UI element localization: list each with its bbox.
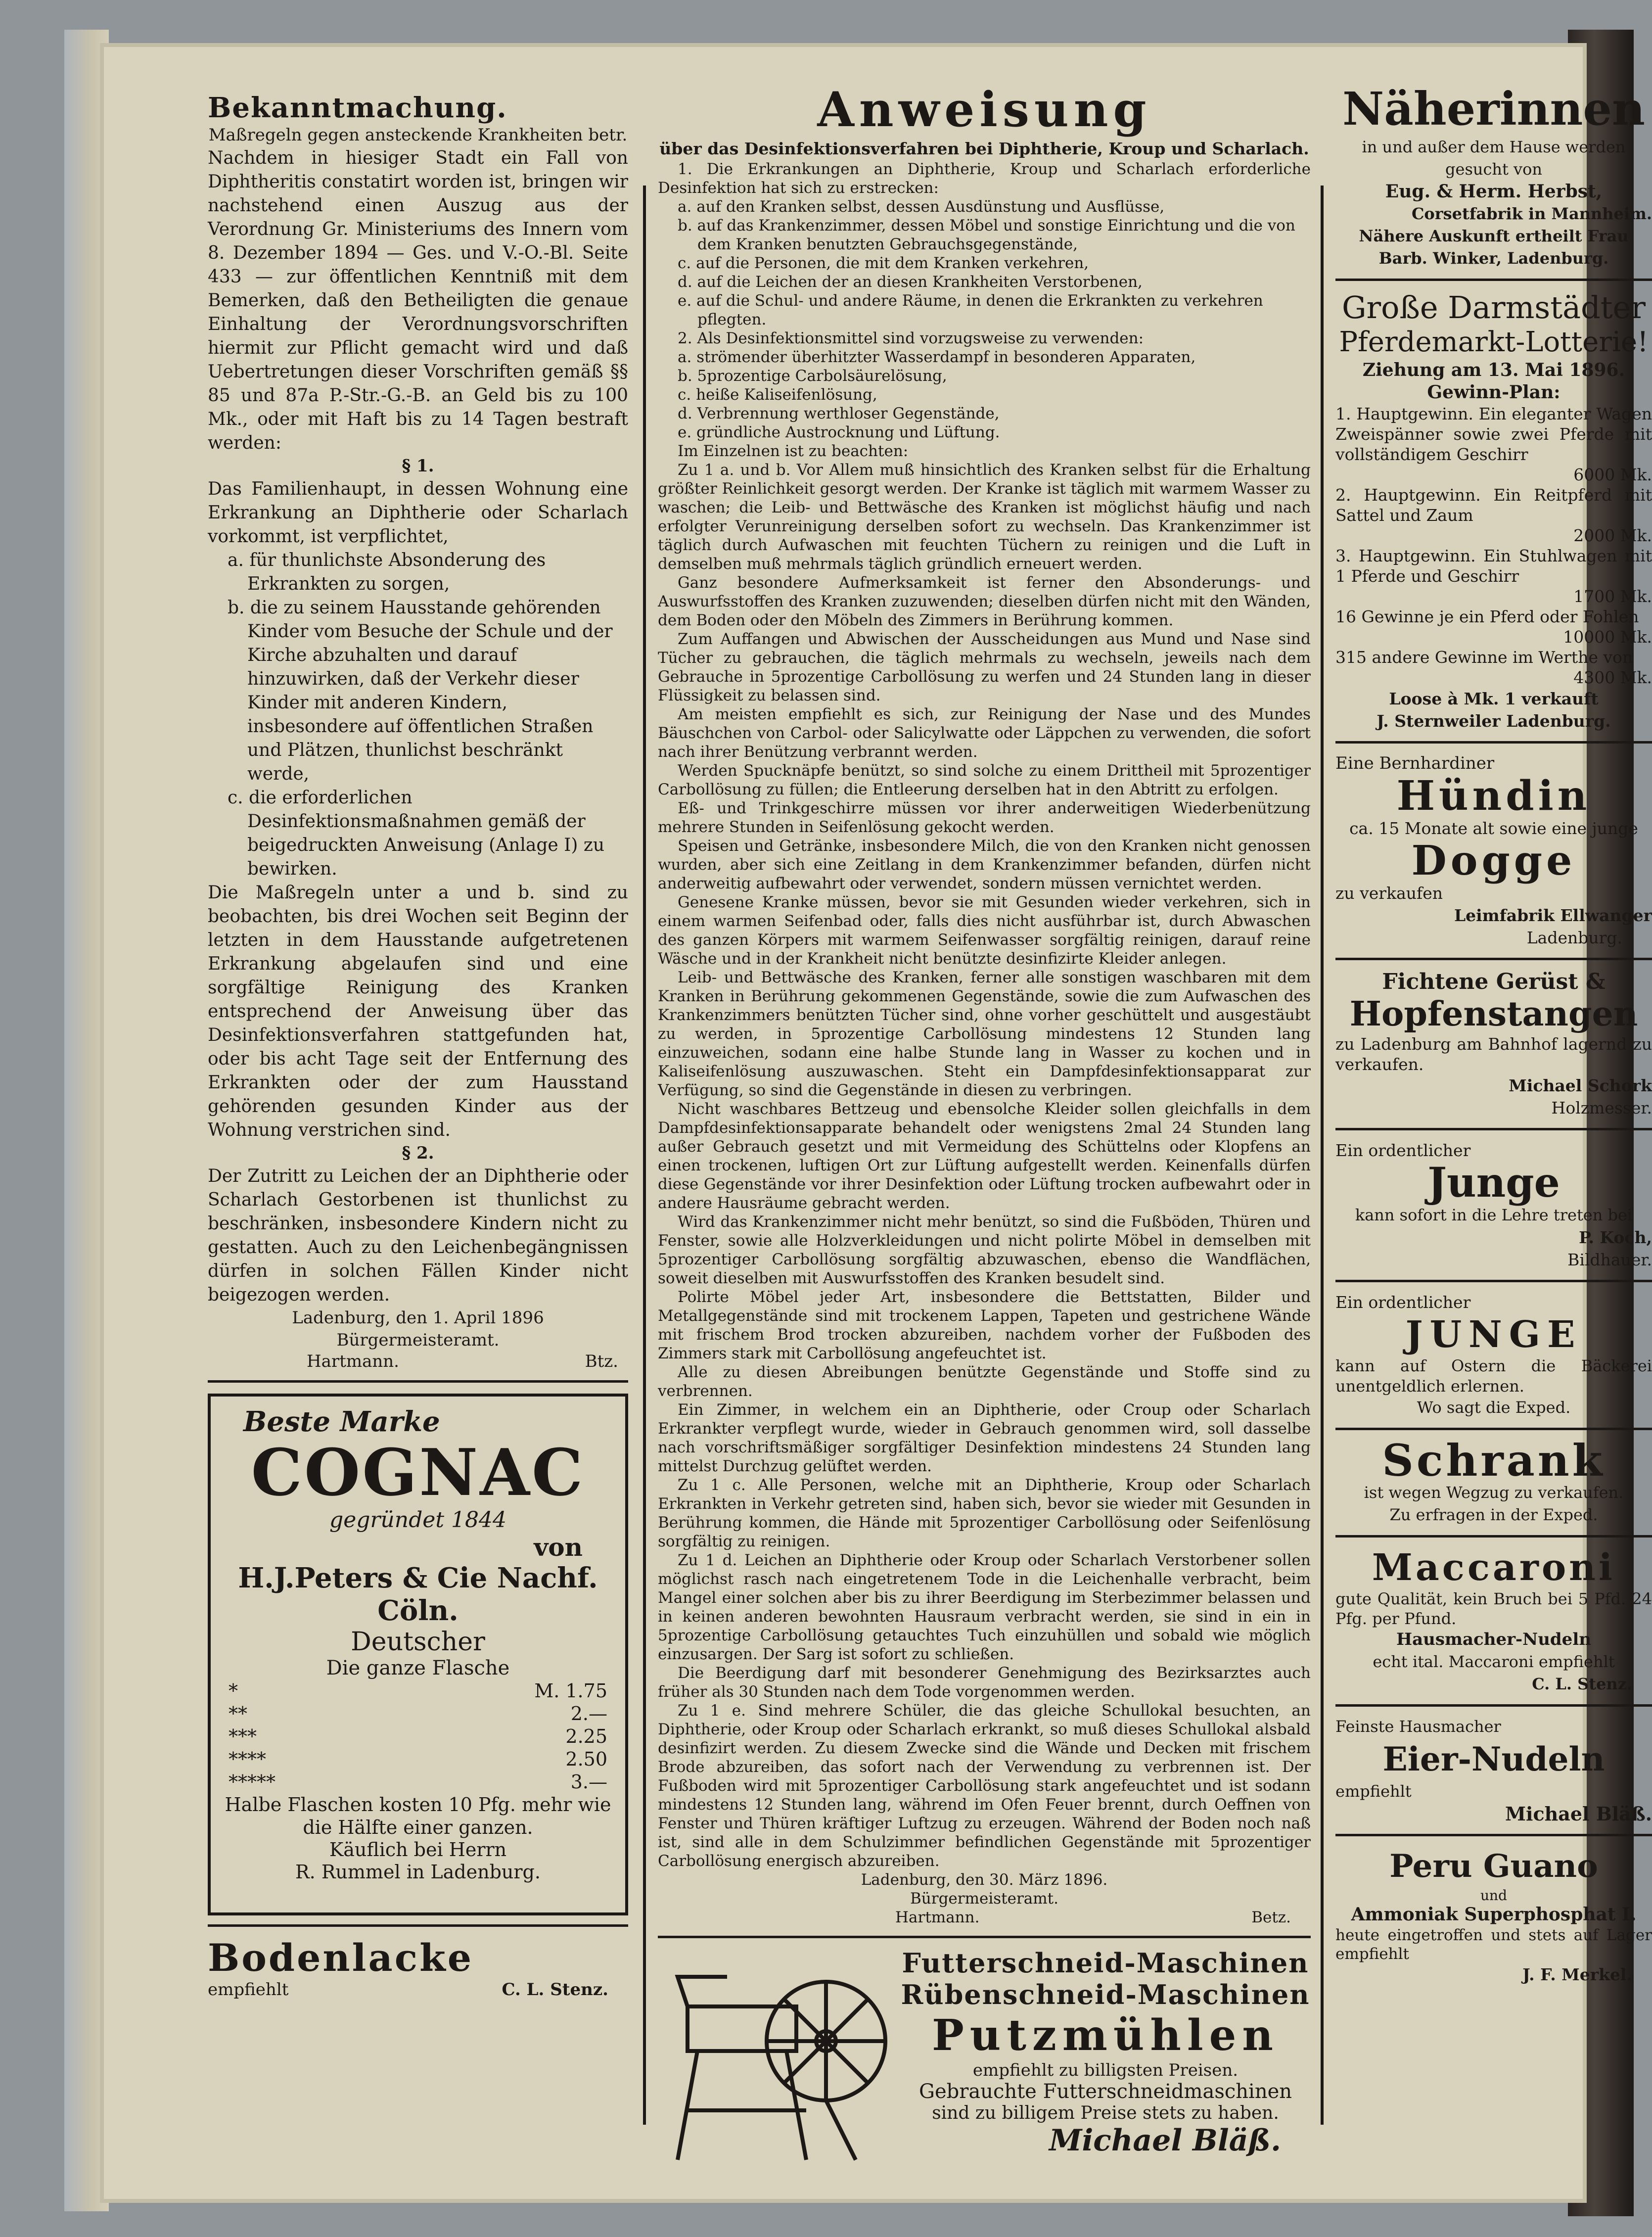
junge1-intro: Ein ordentlicher (1335, 1141, 1471, 1160)
left-column (208, 92, 628, 2000)
guano-und: und (1480, 1887, 1507, 1904)
notice-office: Bürgermeisteramt. (336, 1330, 500, 1350)
schrank-text: ist wegen Wegzug zu verkaufen. (1364, 1483, 1624, 1502)
lotterie-lose: Loose à Mk. 1 verkauft (1389, 689, 1599, 708)
lotterie-prize3: 3. Hauptgewinn. Ein Stuhlwagen mit 1 Pferde und Geschirr (1335, 546, 1652, 586)
huendin-title2: Dogge (1411, 837, 1576, 885)
section-1: § 1. (402, 456, 434, 476)
instruction-p6: Zum Auffangen und Abwischen der Ausscheidungen aus Mund und Nase sind Tücher zu gebrauchen, die täglich mehrmals zu wechseln, jeweils nach dem Gebrauche in 5prozentige Carbollösung zu werfen und 24 Stunden lang in dieser Flüssigkeit zu belassen sind. (658, 630, 1311, 704)
instruction-p14: Wird das Krankenzimmer nicht mehr benützt, so sind die Fußböden, Thüren und Fenster, sowie alle Holzverkleidungen und nicht polirte Möbel in demselben mit 5prozentiger Carbollösung sorgfältig abzuwaschen, ebenso die Wandflächen, soweit dieselben mit Auswurfsstoffen des Kranken besudelt sind. (658, 1213, 1311, 1287)
price-stars: ** (229, 1703, 247, 1724)
instruction-date: Ladenburg, den 30. März 1896. (861, 1871, 1108, 1889)
price-amount: 2.— (570, 1703, 607, 1724)
list2-item: b. 5prozentige Carbolsäurelösung, (678, 367, 947, 385)
price-amount: M. 1.75 (534, 1680, 607, 1702)
lotterie-title2: Pferdemarkt-Lotterie! (1339, 326, 1649, 358)
cognac-ad (208, 1394, 628, 1915)
list1-item: c. auf die Personen, die mit dem Kranken verkehren, (678, 254, 1089, 272)
instruction-p3: Im Einzelnen ist zu beachten: (678, 442, 909, 460)
machines-seller: Michael Bläß. (1049, 2123, 1281, 2158)
cognac-seller1: Käuflich bei Herrn (329, 1839, 507, 1861)
lotterie-seller: J. Sternweiler Ladenburg. (1377, 711, 1611, 731)
junge2-where: Wo sagt die Exped. (1417, 1398, 1571, 1417)
machines-used2: sind zu billigem Preise stets zu haben. (932, 2103, 1279, 2123)
lotterie-draw: Ziehung am 13. Mai 1896. (1362, 360, 1625, 380)
holz-role: Holzmesser. (1551, 1098, 1652, 1118)
instruction-office: Bürgermeisteramt. (910, 1890, 1058, 1908)
bodenlacke-seller: C. L. Stenz. (502, 1980, 608, 2000)
maccaroni-text: gute Qualität, kein Bruch bei 5 Pfd. 24 Pfg. per Pfund. (1335, 1589, 1652, 1628)
instruction-p12: Leib- und Bettwäsche des Kranken, ferner alle sonstigen waschbaren mit dem Kranken in Berührung gekommenen Gegenstände, sowie die zum Aufwaschen des Krankenzimmers benützten Tücher sind, ohne vorher geschüttelt und ausgestäubt zu werden, in 5prozentige Carbollösung mindestens 12 Stunden lang einzuweichen, sodann eine halbe Stunde lang in Wasser zu kochen und in Kaliseifenlösung auszuwaschen. Steht ein Dampfdesinfektionsapparat zur Verfügung, so sind die Gegenstände in diesen zu verbringen. (658, 969, 1311, 1099)
lotterie-plan: Gewinn-Plan: (1427, 382, 1560, 403)
divider (1335, 279, 1652, 281)
lotterie-prize5-value: 4300 Mk. (1573, 668, 1652, 687)
instruction-p11: Genesene Kranke müssen, bevor sie mit Gesunden wieder verkehren, sich in einem warmen Seifenbad oder, falls dies nicht ausführbar ist, durch Abwaschen des ganzen Körpers mit warmem Seifenwasser sorgfältig reinigen, darauf reine Wäsche und in der Krankheit nicht benützte desinfizirte Kleider anlegen. (658, 893, 1311, 968)
huendin-intro: Eine Bernhardiner (1335, 753, 1495, 773)
lotterie-prize3-value: 1700 Mk. (1573, 587, 1652, 606)
instruction-p8: Werden Spucknäpfe benützt, so sind solche zu einem Drittheil mit 5prozentiger Carbollösung zu füllen; die Entleerung derselben hat in den Abtritt zu erfolgen. (658, 762, 1311, 798)
list2-item: e. gründliche Austrocknung und Lüftung. (678, 423, 1000, 441)
guano-title: Peru Guano (1389, 1848, 1598, 1885)
holz-text: zu Ladenburg am Bahnhof lagernd zu verkaufen. (1335, 1034, 1652, 1074)
holz-seller: Michael Schork (1509, 1076, 1652, 1095)
instruction-p15: Polirte Möbel jeder Art, insbesondere die Bettstatten, Bilder und Metallgegenstände sind mit trockenem Lappen, Tapeten und gestrichene Wände mit frischem Brod trocken abzureiben, nachdem vorher der Fußboden des Zimmers stark mit Carbollösung angefeuchtet ist. (658, 1288, 1311, 1362)
cognac-founded: gegründet 1844 (329, 1507, 506, 1533)
lotterie-prize1: 1. Hauptgewinn. Ein eleganter Wagen Zweispänner sowie zwei Pferde mit vollständigem Geschirr (1335, 404, 1652, 464)
notice-para2: Die Maßregeln unter a und b. sind zu beobachten, bis drei Wochen seit Beginn der letzten in dem Hausstande aufgetretenen Erkrankung abgelaufen sind und eine sorgfältige Reinigung des Kranken entsprechend der Anweisung über das Desinfektionsverfahren stattgefunden hat, oder bis acht Tage seit der Entfernung des Erkrankten oder der zum Hausstand gehörenden gesunden Kinder aus der Wohnung verstrichen sind. (208, 883, 628, 1140)
junge2-text: kann auf Ostern die Bäckerei unentgeldlich erlernen. (1335, 1356, 1652, 1396)
lotterie-prize4: 16 Gewinne je ein Pferd oder Fohlen (1335, 607, 1639, 626)
item-b: b. die zu seinem Hausstande gehörenden Kinder vom Besuche der Schule und der Kirche abzuhalten und darauf hinzuwirken, daß der Verkehr dieser Kinder mit anderen Kindern, insbesondere auf öffentlichen Straßen und Plätzen, thunlichst beschränkt werde, (228, 598, 613, 784)
cognac-von: von (534, 1533, 583, 1562)
junge1-role: Bildhauer. (1567, 1250, 1652, 1269)
naeherinnen-text: in und außer dem Hause werden gesucht von (1362, 138, 1626, 179)
machines-used1: Gebrauchte Futterschneidmaschinen (918, 2080, 1292, 2103)
book-edge (64, 30, 109, 2211)
column-rule (643, 186, 646, 2125)
bodenlacke-title: Bodenlacke (208, 1936, 474, 1980)
price-row (229, 1748, 607, 1771)
notice-date: Ladenburg, den 1. April 1896 (292, 1308, 544, 1328)
cognac-brand: COGNAC (251, 1435, 585, 1510)
price-stars: *** (229, 1725, 257, 1747)
machine-illustration (658, 1947, 895, 2165)
cognac-half: Halbe Flaschen kosten 10 Pfg. mehr wie die Hälfte einer ganzen. (225, 1794, 611, 1838)
notice-initials: Btz. (585, 1352, 618, 1371)
naeherinnen-info: Nähere Auskunft ertheilt Frau Barb. Winker, Ladenburg. (1359, 227, 1629, 268)
price-stars: * (229, 1680, 238, 1702)
price-row (229, 1771, 607, 1793)
cognac-price-list (224, 1679, 612, 1793)
price-stars: ***** (229, 1771, 275, 1793)
lotterie-title1: Große Darmstädter (1341, 289, 1646, 326)
naeherinnen-title: Näherinnen (1342, 82, 1645, 136)
price-amount: 2.50 (565, 1748, 607, 1770)
junge1-seller: P. Koch, (1579, 1228, 1652, 1247)
price-stars: **** (229, 1748, 266, 1770)
huendin-text: ca. 15 Monate alt sowie eine junge (1349, 819, 1638, 838)
instruction-p4: Zu 1 a. und b. Vor Allem muß hinsichtlich des Kranken selbst für die Erhaltung größter Reinlichkeit gesorgt werden. Der Kranke ist täglich mit warmem Wasser zu waschen; die Leib- und Bettwäsche des Kranken ist möglichst häufig und nach erfolgter Verunreinigung derselben sofort zu wechseln. Das Krankenzimmer ist täglich durch Aufwaschen mit feuchten Tüchern zu reinigen und die Luft in demselben muß mehrmals täglich gründlich erneuert werden. (658, 461, 1311, 573)
machines-line1: Futterschneid-Maschinen (902, 1947, 1309, 1979)
machines-line2: Rübenschneid-Maschinen (901, 1979, 1310, 2010)
guano-seller: J. F. Merkel. (1522, 1965, 1632, 1984)
list1-item: b. auf das Krankenzimmer, dessen Möbel und sonstige Einrichtung und die von dem Kranken benutzten Gebrauchsgegenstände, (678, 217, 1295, 253)
notice-subtitle: Maßregeln gegen ansteckende Krankheiten betr. (208, 125, 628, 145)
junge1-title: Junge (1427, 1159, 1560, 1207)
divider (658, 1936, 1311, 1938)
nudeln-title: Eier-Nudeln (1382, 1740, 1605, 1778)
cognac-city: Cöln. (377, 1594, 459, 1627)
holz-line1: Fichtene Gerüst & (1382, 969, 1606, 994)
instruction-p1: 1. Die Erkrankungen an Diphtherie, Kroup und Scharlach erforderliche Desinfektion hat sich zu erstrecken: (658, 160, 1311, 197)
junge1-text: kann sofort in die Lehre treten bei (1355, 1206, 1633, 1224)
maccaroni-seller: C. L. Stenz. (1532, 1675, 1632, 1693)
divider (1335, 1535, 1652, 1538)
lotterie-prize5: 315 andere Gewinne im Werthe von (1335, 648, 1633, 667)
divider (208, 1924, 628, 1927)
instruction-p20: Die Beerdigung darf mit besonderer Genehmigung des Bezirksarztes auch früher als 30 Stunden nach dem Tode vorgenommen werden. (658, 1664, 1311, 1701)
nudeln-text: empfiehlt (1335, 1782, 1412, 1801)
huendin-seller: Leimfabrik Ellwanger (1454, 906, 1652, 925)
lotterie-prize1-value: 6000 Mk. (1573, 465, 1652, 484)
price-row (229, 1702, 607, 1725)
maccaroni-title: Maccaroni (1372, 1546, 1616, 1589)
price-amount: 3.— (570, 1771, 607, 1793)
lotterie-prize2: 2. Hauptgewinn. Ein Reitpferd mit Sattel und Zaum (1335, 485, 1652, 525)
nudeln-seller: Michael Bläß. (1505, 1803, 1652, 1825)
cognac-top: Beste Marke (243, 1405, 440, 1438)
price-row (229, 1725, 607, 1748)
guano-text: heute eingetroffen und stets auf Lager empfiehlt (1335, 1926, 1652, 1963)
divider (1335, 1428, 1652, 1430)
divider (1335, 1834, 1652, 1836)
list1-item: a. auf den Kranken selbst, dessen Ausdünstung und Ausflüsse, (678, 198, 1165, 216)
divider (1335, 741, 1652, 744)
cognac-bottle: Die ganze Flasche (326, 1657, 510, 1679)
schrank-title: Schrank (1382, 1435, 1606, 1486)
list2-item: a. strömender überhitzter Wasserdampf in besonderen Apparaten, (678, 348, 1196, 366)
junge2-title: JUNGE (1405, 1313, 1582, 1356)
instruction-title: Anweisung (817, 82, 1151, 138)
instruction-signature: Hartmann. (895, 1909, 980, 1926)
list1-item: e. auf die Schul- und andere Räume, in denen die Erkrankten zu verkehren pflegten. (678, 292, 1263, 328)
guano-line2: Ammoniak Superphosphat I. (1351, 1904, 1637, 1925)
price-amount: 2.25 (565, 1725, 607, 1747)
notice-signature: Hartmann. (307, 1352, 399, 1371)
instruction-p5: Ganz besondere Aufmerksamkeit ist ferner den Absonderungs- und Auswurfsstoffen des Kranken zuzuwenden; dieselben dürfen nicht mit den Wänden, dem Boden oder den Möbeln des Zimmers in Berührung kommen. (658, 574, 1311, 629)
instruction-p16: Alle zu diesen Abreibungen benützte Gegenstände und Stoffe sind zu verbrennen. (658, 1363, 1311, 1400)
instruction-p18: Zu 1 c. Alle Personen, welche mit an Diphtherie, Kroup oder Scharlach Erkrankten in Verkehr getreten sind, haben sich, bevor sie wieder mit Gesunden in Berührung kommen, die Hände mit 5prozentiger Carbollösung oder Seifenlösung sorgfältig zu reinigen. (658, 1476, 1311, 1550)
maccaroni-line2: Hausmacher-Nudeln (1396, 1630, 1591, 1649)
machines-ad (658, 1947, 1311, 2204)
instruction-p13: Nicht waschbares Bettzeug und ebensolche Kleider sollen gleichfalls in dem Dampfdesinfektionsapparate behandelt oder wenigstens 2mal 24 Stunden lang außer Gebrauch gesetzt und mit Vermeidung des Schüttelns oder Klopfens an einen trockenen, luftigen Ort zur Lüftung aufgestellt werden. Keinenfalls dürfen diese Gegenstände vor ihrer Desinfektion oder Lüftung trocken aufbewahrt oder in andere Hausräume gebracht werden. (658, 1100, 1311, 1212)
instruction-p2: 2. Als Desinfektionsmittel sind vorzugsweise zu verwenden: (678, 329, 1144, 347)
schrank-where: Zu erfragen in der Exped. (1389, 1505, 1598, 1524)
divider (1335, 1280, 1652, 1282)
lotterie-prize4-value: 10000 Mk. (1563, 627, 1652, 647)
price-row (229, 1679, 607, 1702)
instruction-p19: Zu 1 d. Leichen an Diphtherie oder Kroup oder Scharlach Verstorbener sollen möglichst rasch nach eingetretenem Tode in die Leichenhalle verbracht, beim Mangel einer solchen aber bis zu ihrer Beerdigung im Sterbezimmer belassen und in keinen anderen bewohnten Hausraum verbracht werden, sie sind in ein in 5prozentige Carbollösung getauchtes Tuch einzuhüllen und sobald wie möglich einzusargen. Der Sarg ist sofort zu schließen. (658, 1551, 1311, 1663)
maccaroni-line3: echt ital. Maccaroni empfiehlt (1373, 1652, 1615, 1671)
nudeln-intro: Feinste Hausmacher (1335, 1717, 1501, 1736)
naeherinnen-firm2: Corsetfabrik in Mannheim. (1411, 204, 1652, 223)
list2-item: c. heiße Kaliseifenlösung, (678, 386, 877, 404)
instruction-p21: Zu 1 e. Sind mehrere Schüler, die das gleiche Schullokal besuchten, an Diphtherie, oder Kroup oder Scharlach erkrankt, so muß dieses Schullokal alsbald desinfizirt werden. Zu diesem Zwecke sind die Wände und Decken mit frischem Brode abzureiben, das sofort nach der Verwendung zu verbrennen ist. Der Fußboden wird mit 5prozentiger Carbollösung stark angefeuchtet und ist sodann mindestens 12 Stunden lang, während im Ofen Feuer brennt, durch Oeffnen von Fenster und Thüren kräftiger Luftzug zu erzeugen. Während der Boden noch naß ist, sind alle in dem Schulzimmer befindlichen Gegenstände mit 5prozentiger Carbollösung energisch abzureiben. (658, 1702, 1311, 1870)
machines-line3: Putzmühlen (932, 2010, 1279, 2060)
divider (208, 1380, 628, 1383)
right-column (1335, 82, 1652, 1986)
cognac-maker: H.J.Peters & Cie Nachf. (238, 1562, 598, 1594)
huendin-place: Ladenburg. (1526, 928, 1622, 947)
instruction-initials: Betz. (1251, 1909, 1291, 1926)
divider (1335, 958, 1652, 960)
holz-line2: Hopfenstangen (1349, 994, 1638, 1034)
divider (1335, 1704, 1652, 1707)
lotterie-prize2-value: 2000 Mk. (1573, 526, 1652, 545)
huendin-sell: zu verkaufen (1335, 884, 1443, 903)
item-c: c. die erforderlichen Desinfektionsmaßnahmen gemäß der beigedruckten Anweisung (Anlage I) zu bewirken. (228, 788, 605, 879)
list1-item: d. auf die Leichen der an diesen Krankheiten Verstorbenen, (678, 273, 1143, 291)
notice-title: Bekanntmachung. (208, 92, 507, 124)
column-rule (1321, 186, 1324, 2125)
divider (1335, 1128, 1652, 1130)
cognac-seller2: R. Rummel in Ladenburg. (295, 1861, 541, 1883)
notice-intro: Nachdem in hiesiger Stadt ein Fall von Diphtheritis constatirt worden ist, bringen wir nachstehend einen Auszug aus der Verordnung Gr. Ministeriums des Innern vom 8. Dezember 1894 — Ges. und V.-O.-Bl. Seite 433 — zur öffentlichen Kenntniß mit dem Bemerken, daß den Betheiligten die genaue Einhaltung der Verordnungsvorschriften hiermit zur Pflicht gemacht wird und daß Uebertretungen dieser Vorschriften gemäß §§ 85 und 87a P.-Str.-G.-B. an Geld bis zu 100 Mk., oder mit Haft bis zu 14 Tagen bestraft werden: (208, 148, 628, 453)
middle-column (658, 82, 1311, 2204)
section-2-text: Der Zutritt zu Leichen der an Diphtherie oder Scharlach Gestorbenen ist thunlichst zu beschränken, insbesondere Kindern nicht zu gestatten. Auch zu den Leichenbegängnissen dürfen in solchen Fällen Kinder nicht beigezogen werden. (208, 1166, 628, 1305)
bodenlacke-recommends: empfiehlt (208, 1980, 289, 2000)
list2-item: d. Verbrennung werthloser Gegenstände, (678, 405, 1000, 422)
newspaper-page (104, 47, 1652, 2199)
instruction-p17: Ein Zimmer, in welchem ein an Diphtherie, oder Croup oder Scharlach Erkrankter verpflegt wurde, wieder in Gebrauch genommen wird, soll dasselbe nach vorschriftsmäßiger sorgfältiger Desinfektion mindestens 24 Stunden lang mittelst Durchzug gelüftet werden. (658, 1401, 1311, 1475)
instruction-p9: Eß- und Trinkgeschirre müssen vor ihrer anderweitigen Wiederbenützung mehrere Stunden in Seifenlösung gekocht werden. (658, 799, 1311, 836)
item-a: a. für thunlichste Absonderung des Erkrankten zu sorgen, (228, 550, 546, 594)
section-1-text: Das Familienhaupt, in dessen Wohnung eine Erkrankung an Diphtherie oder Scharlach vorkommt, ist verpflichtet, (208, 479, 628, 547)
instruction-p10: Speisen und Getränke, insbesondere Milch, die von den Kranken nicht genossen wurden, aber sich eine Zeitlang in dem Krankenzimmer befanden, dürfen nicht anderweitig aufbewahrt oder verwendet, sondern müssen vernichtet werden. (658, 837, 1311, 892)
junge2-intro: Ein ordentlicher (1335, 1293, 1471, 1312)
instruction-p7: Am meisten empfiehlt es sich, zur Reinigung der Nase und des Mundes Bäuschchen von Carbol- oder Salicylwatte oder Läppchen zu verwenden, die sofort nach ihrer Benützung verbrannt werden. (658, 705, 1311, 761)
section-2: § 2. (402, 1143, 434, 1163)
machines-offer: empfiehlt zu billigsten Preisen. (972, 2060, 1239, 2080)
cognac-kind: Deutscher (351, 1627, 485, 1657)
naeherinnen-firm: Eug. & Herm. Herbst, (1385, 181, 1603, 202)
instruction-subtitle: über das Desinfektionsverfahren bei Diphtherie, Kroup und Scharlach. (659, 139, 1309, 158)
huendin-title: Hündin (1396, 772, 1591, 820)
